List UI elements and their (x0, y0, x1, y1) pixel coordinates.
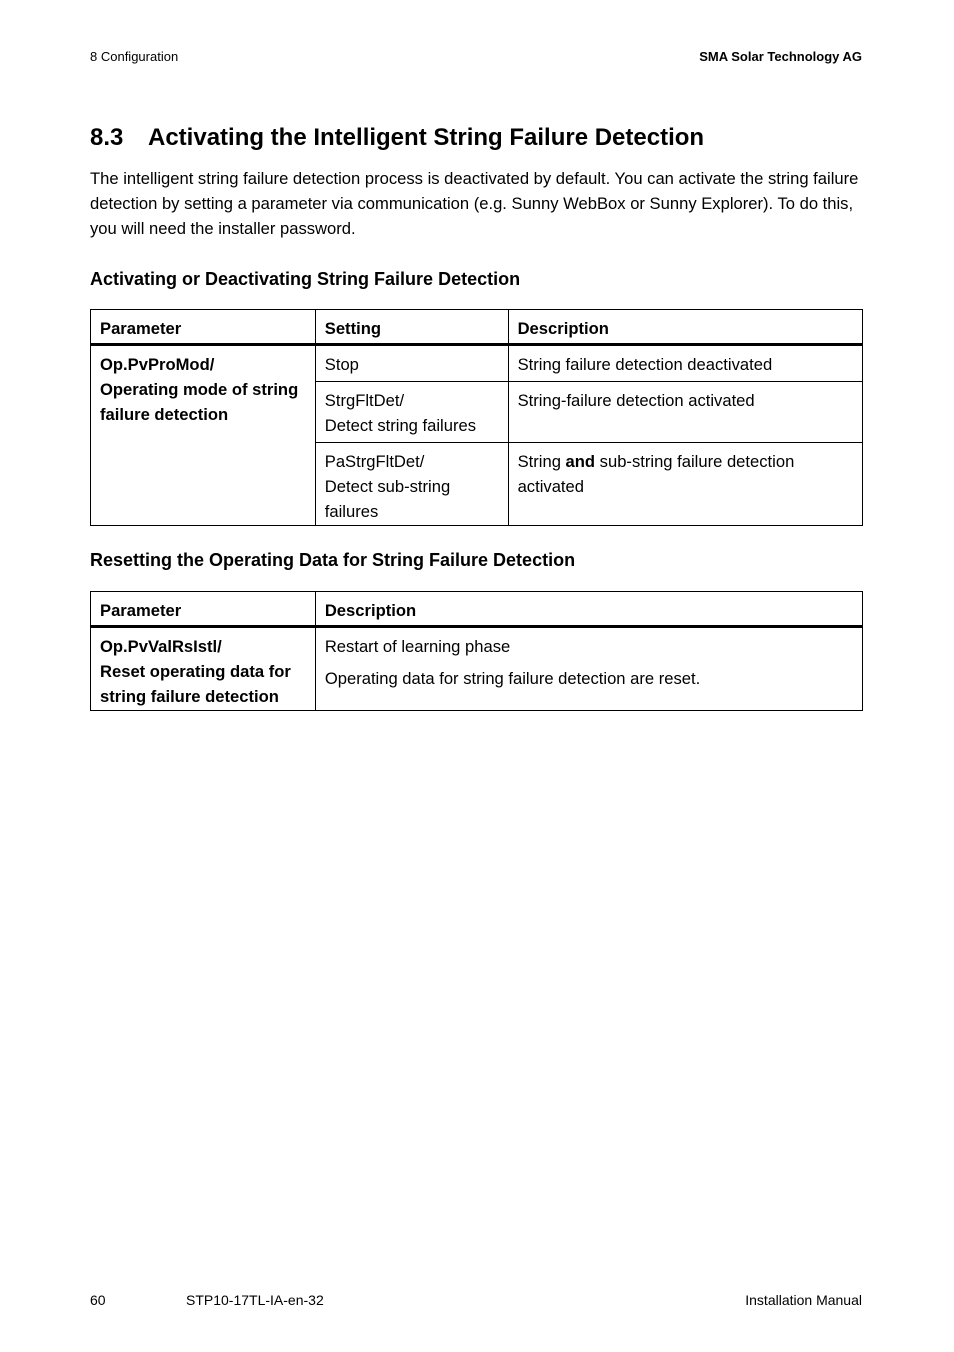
section-number: 8.3 (90, 124, 124, 151)
section-title (90, 124, 704, 152)
parameter-name: Operating mode of string failure detection (100, 380, 299, 424)
manual-type: Installation Manual (745, 1292, 862, 1308)
setting-label: Detect sub-string failures (324, 477, 451, 521)
description-text: String-failure detection activated (517, 391, 755, 410)
parameter-name: Reset operating data for string failure detection (100, 662, 291, 706)
parameter-cell (91, 345, 316, 526)
description-emphasis: and (565, 452, 596, 471)
parameter-code: Op.PvValRsIstl/ (100, 637, 222, 656)
reset-operating-data-table (90, 591, 863, 711)
description-cell (508, 382, 862, 443)
setting-code: StrgFltDet/ (324, 391, 405, 410)
setting-value: Stop (324, 355, 359, 374)
description-text-end: sub-string failure detection activated (517, 452, 795, 496)
section-title-text: Activating the Intelligent String Failure Detection (148, 124, 705, 151)
description-cell (315, 627, 862, 711)
table-header-row (91, 310, 863, 345)
setting-code: PaStrgFltDet/ (324, 452, 425, 471)
setting-label: Detect string failures (324, 416, 477, 435)
description-line-2: Operating data for string failure detection are reset. (324, 669, 701, 688)
parameter-cell (91, 627, 316, 711)
table2-heading: Resetting the Operating Data for String Failure Detection (90, 550, 576, 570)
description-text-start: String (517, 452, 566, 471)
table-row (91, 627, 863, 711)
table-row (91, 345, 863, 382)
page-number: 60 (90, 1292, 106, 1308)
running-header-chapter: 8 Configuration (90, 49, 179, 64)
parameter-code: Op.PvProMod/ (100, 355, 215, 374)
column-header-description: Description (508, 310, 862, 345)
setting-cell (315, 382, 508, 443)
description-text: String failure detection deactivated (517, 355, 773, 374)
column-header-parameter: Parameter (91, 592, 316, 627)
column-header-description: Description (315, 592, 862, 627)
string-failure-detection-table (90, 309, 863, 526)
column-header-setting: Setting (315, 310, 508, 345)
description-cell (508, 443, 862, 526)
column-header-parameter: Parameter (91, 310, 316, 345)
intro-paragraph: The intelligent string failure detection process is deactivated by default. You can activate the string failure detection by setting a parameter via communication (e.g. Sunny WebBox or Sunny Explorer). To do this, you will need the installer password. (90, 169, 859, 238)
description-line-1: Restart of learning phase (324, 637, 511, 656)
setting-cell (315, 345, 508, 382)
setting-cell (315, 443, 508, 526)
description-cell (508, 345, 862, 382)
table-header-row (91, 592, 863, 627)
document-code: STP10-17TL-IA-en-32 (186, 1292, 324, 1308)
running-header-company: SMA Solar Technology AG (699, 49, 862, 64)
table1-heading: Activating or Deactivating String Failure Detection (90, 269, 521, 289)
